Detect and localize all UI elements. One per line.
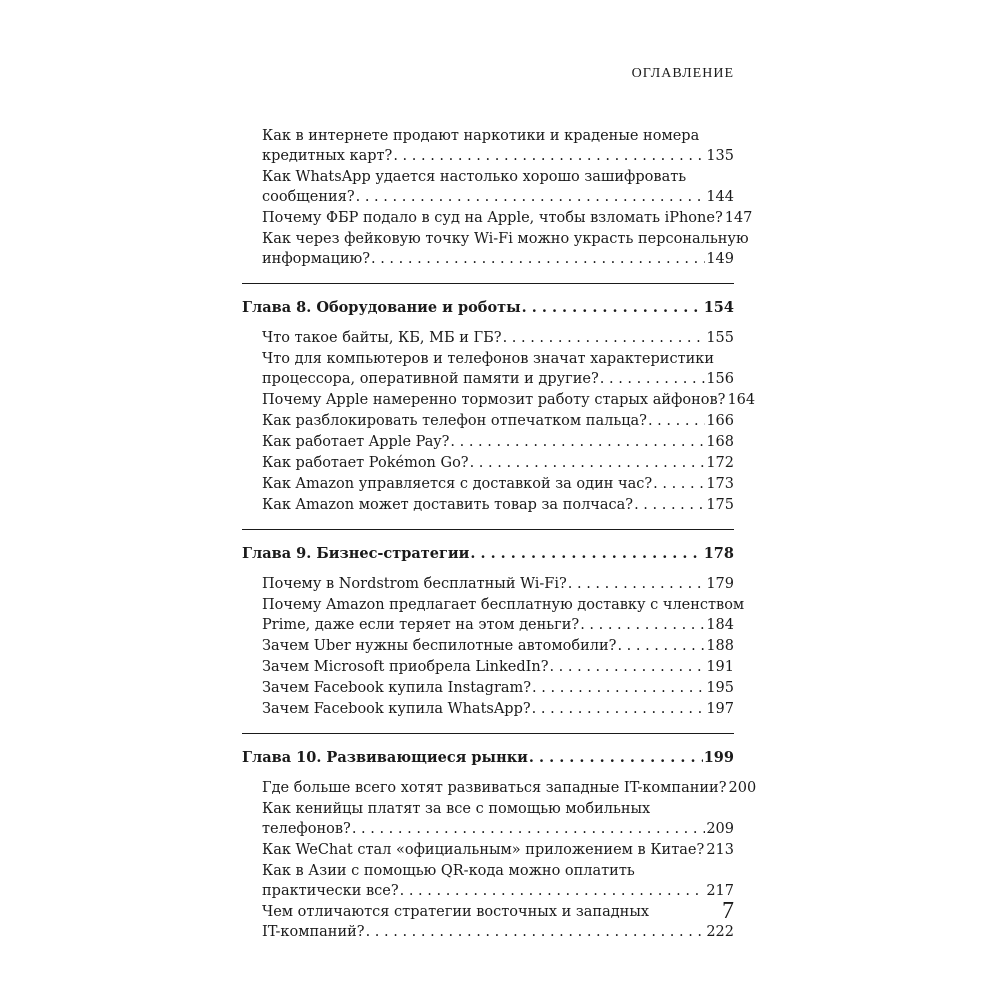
entry-title-line: Чем отличаются стратегии восточных и западных: [262, 904, 650, 920]
chapter-page-number: 178: [703, 545, 734, 562]
entry-page-number: 191: [706, 659, 734, 675]
toc-entry: [262, 229, 749, 269]
entry-last-line: [262, 840, 734, 860]
toc-entry: [262, 432, 734, 452]
leader-dots: [634, 495, 705, 515]
entry-title: Как WeChat стал «официальным» приложением в Китае?: [262, 842, 705, 858]
entry-title: Где больше всего хотят развиваться западные IT-компании?: [262, 780, 727, 796]
leader-dots: [393, 146, 705, 166]
entry-title-line: Как кенийцы платят за все с помощью мобильных: [262, 801, 651, 817]
entry-page-number: 144: [706, 189, 734, 205]
chapter-heading: [242, 733, 734, 768]
toc-entry: [262, 840, 734, 860]
leader-dots: [568, 574, 706, 594]
entry-last-line: [262, 411, 734, 431]
toc-entry: [262, 453, 734, 473]
entry-page-number: 173: [706, 476, 734, 492]
entry-page-number: 168: [706, 434, 734, 450]
entry-last-line: [262, 819, 734, 839]
entry-title: Почему Apple намеренно тормозит работу старых айфонов?: [262, 392, 726, 408]
leader-dots: [356, 187, 706, 207]
entry-title: телефонов?: [262, 821, 351, 837]
leader-dots: [653, 474, 705, 494]
toc-entry: [262, 126, 734, 166]
entry-last-line: [262, 328, 734, 348]
running-head: ОГЛАВЛЕНИЕ: [631, 66, 734, 81]
toc-entry: [262, 861, 734, 901]
chapter-heading: [242, 283, 734, 318]
entry-last-line: [262, 657, 734, 677]
entry-page-number: 156: [706, 371, 734, 387]
leader-dots: [580, 615, 705, 635]
entry-page-number: 164: [727, 392, 756, 408]
entry-title: Как работает Apple Pay?: [262, 434, 450, 450]
leader-dots: [532, 699, 706, 719]
toc-entry: [262, 636, 734, 656]
entry-title: Как работает Pokémon Go?: [262, 455, 469, 471]
leader-dots: [371, 249, 705, 269]
entry-page-number: 184: [706, 617, 734, 633]
toc-entry: [262, 411, 734, 431]
entry-page-number: 175: [706, 497, 734, 513]
entry-last-line: [262, 369, 734, 389]
entry-page-number: 172: [706, 455, 734, 471]
entry-page-number: 222: [706, 924, 734, 940]
entry-page-number: 179: [706, 576, 734, 592]
entry-title: практически все?: [262, 883, 399, 899]
entry-last-line: [262, 922, 734, 942]
entry-last-line: [262, 615, 734, 635]
leader-dots: [470, 544, 702, 564]
entry-page-number: 166: [706, 413, 734, 429]
entry-last-line: [262, 390, 756, 410]
entry-last-line: [262, 249, 734, 269]
entry-title-line: Как WhatsApp удается настолько хорошо зашифровать: [262, 169, 687, 185]
chapter-line: [242, 748, 734, 768]
toc-entry: [262, 799, 734, 839]
entry-last-line: [262, 778, 757, 798]
leader-dots: [352, 819, 706, 839]
toc-entry: [262, 349, 734, 389]
leader-dots: [503, 328, 706, 348]
toc-entry: [262, 574, 734, 594]
entry-last-line: [262, 699, 734, 719]
toc-entry: [262, 678, 734, 698]
leader-dots: [617, 636, 705, 656]
chapter-title: Глава 9. Бизнес-стратегии: [242, 545, 470, 562]
entry-last-line: [262, 495, 734, 515]
leader-dots: [470, 453, 706, 473]
entry-page-number: 155: [706, 330, 734, 346]
entry-title: Как Amazon управляется с доставкой за один час?: [262, 476, 653, 492]
entry-title: кредитных карт?: [262, 148, 393, 164]
entry-title-line: Что для компьютеров и телефонов значат характеристики: [262, 351, 714, 367]
entry-page-number: 188: [706, 638, 734, 654]
entry-last-line: [262, 636, 734, 656]
leader-dots: [400, 881, 706, 901]
entry-title-line: Как в интернете продают наркотики и краденые номера: [262, 128, 700, 144]
entry-title: Что такое байты, КБ, МБ и ГБ?: [262, 330, 502, 346]
entry-title: сообщения?: [262, 189, 355, 205]
entry-last-line: [262, 146, 734, 166]
leader-dots: [450, 432, 705, 452]
toc-entry: [262, 495, 734, 515]
entry-last-line: [262, 453, 734, 473]
toc-entry: [262, 167, 734, 207]
entry-title: Зачем Microsoft приобрела LinkedIn?: [262, 659, 549, 675]
entry-last-line: [262, 574, 734, 594]
chapter-line: [242, 298, 734, 318]
chapter-line: [242, 544, 734, 564]
chapter-title: Глава 10. Развивающиеся рынки: [242, 749, 528, 766]
toc-entry: [262, 208, 753, 228]
entry-page-number: 213: [706, 842, 734, 858]
leader-dots: [549, 657, 705, 677]
entry-title-line: Как в Азии с помощью QR-кода можно оплатить: [262, 863, 635, 879]
entry-title: Зачем Uber нужны беспилотные автомобили?: [262, 638, 617, 654]
entry-title: Почему ФБР подало в суд на Apple, чтобы взломать iPhone?: [262, 210, 723, 226]
toc-entry: [262, 699, 734, 719]
entry-title-line: Почему Amazon предлагает бесплатную доставку с членством: [262, 597, 745, 613]
chapter-title: Глава 8. Оборудование и роботы: [242, 299, 521, 316]
toc-entry: [262, 474, 734, 494]
entry-page-number: 217: [706, 883, 734, 899]
entry-last-line: [262, 187, 734, 207]
chapter-heading: [242, 529, 734, 564]
entry-last-line: [262, 432, 734, 452]
entry-last-line: [262, 881, 734, 901]
leader-dots: [532, 678, 705, 698]
entry-title-line: Как через фейковую точку Wi-Fi можно украсть персональную: [262, 231, 749, 247]
toc-entry: [262, 328, 734, 348]
entry-last-line: [262, 678, 734, 698]
chapter-page-number: 199: [703, 749, 734, 766]
toc-entry: [262, 657, 734, 677]
entry-page-number: 195: [706, 680, 734, 696]
entry-last-line: [262, 474, 734, 494]
entry-title: IT-компаний?: [262, 924, 365, 940]
toc-entry: [262, 390, 756, 410]
entry-title: Prime, даже если теряет на этом деньги?: [262, 617, 580, 633]
entry-page-number: 147: [724, 210, 753, 226]
toc-entry: [262, 778, 757, 798]
entry-title: Как разблокировать телефон отпечатком пальца?: [262, 413, 647, 429]
table-of-contents: [242, 126, 757, 943]
leader-dots: [522, 298, 703, 318]
entry-page-number: 149: [706, 251, 734, 267]
entry-title: процессора, оперативной памяти и другие?: [262, 371, 599, 387]
leader-dots: [648, 411, 705, 431]
entry-page-number: 197: [706, 701, 734, 717]
entry-title: Почему в Nordstrom бесплатный Wi-Fi?: [262, 576, 567, 592]
leader-dots: [600, 369, 706, 389]
entry-title: Зачем Facebook купила Instagram?: [262, 680, 532, 696]
entry-title: Зачем Facebook купила WhatsApp?: [262, 701, 531, 717]
entry-page-number: 135: [706, 148, 734, 164]
entry-title: Как Amazon может доставить товар за полчаса?: [262, 497, 634, 513]
toc-entry: [262, 595, 745, 635]
toc-entry: [262, 902, 734, 942]
leader-dots: [366, 922, 706, 942]
leader-dots: [529, 748, 703, 768]
chapter-page-number: 154: [703, 299, 734, 316]
entry-page-number: 209: [706, 821, 734, 837]
page-number: 7: [722, 898, 734, 924]
entry-last-line: [262, 208, 753, 228]
entry-page-number: 200: [728, 780, 757, 796]
entry-title: информацию?: [262, 251, 370, 267]
